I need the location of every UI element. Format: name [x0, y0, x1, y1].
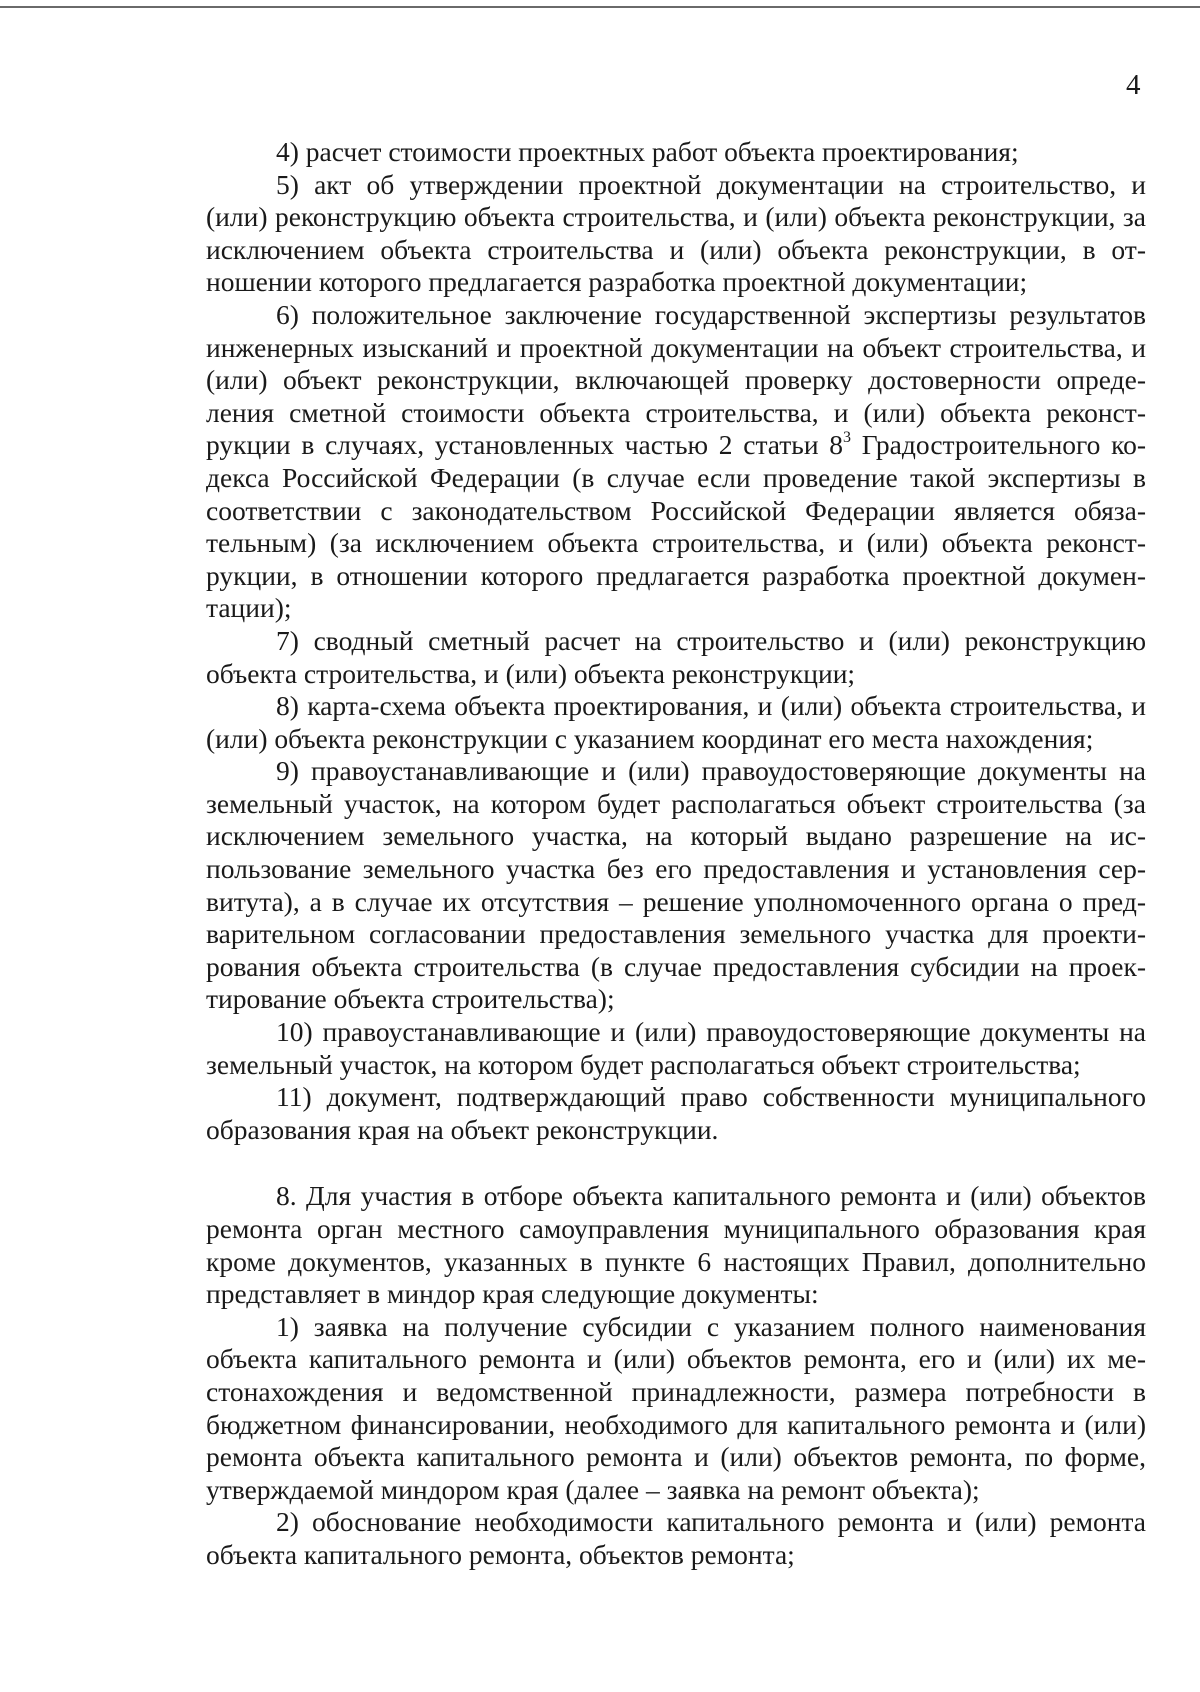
list-item-7: 7) сводный сметный расчет на строительство и (или) реконструкцию объекта строительства, и (или) объекта реконструкции;	[206, 624, 1146, 689]
list-item-6	[206, 299, 1146, 625]
section-8-intro: 8. Для участия в отборе объекта капитального ремонта и (или) объектов ремонта орган местного самоуправления муниципального образования края кроме документов, указанных в пункте 6 настоящих Правил, дополнительно представляет в миндор края следующие документы:	[206, 1180, 1146, 1310]
document-body	[206, 136, 1146, 1572]
article-superscript: 3	[843, 429, 852, 447]
list-item-5: 5) акт об утверждении проектной документации на строительство, и (или) реконструкцию объекта строительства, и (или) объекта реконструкции, за исключением объекта строительства и (или) объекта реконструкции, в отношении которого предлагается разработка проектной документации;	[206, 168, 1146, 298]
page-number: 4	[1126, 69, 1141, 101]
list-item-10: 10) правоустанавливающие и (или) правоудостоверяющие документы на земельный участок, на котором будет располагаться объект строительства;	[206, 1016, 1146, 1080]
list-item-6-text-end: Градостроительного кодекса Российской Федерации (в случае если проведение такой экспертизы в соответствии с законодательством Российской Федерации является обязательным) (за исключением объекта строительства, и (или) объекта реконструкции, в отношении которого предлагается разработка проектной документации);	[206, 429, 1146, 624]
section-8-item-2: 2) обоснование необходимости капитального ремонта и (или) ремонта объекта капитального ремонта, объектов ремонта;	[206, 1506, 1146, 1570]
list-item-9: 9) правоустанавливающие и (или) правоудостоверяющие документы на земельный участок, на котором будет располагаться объект строительства (за исключением земельного участка, на который выдано разрешение на использование земельного участка без его предоставления и установления сервитута), а в случае их отсутствия – решение уполномоченного органа о предварительном согласовании предоставления земельного участка для проектирования объекта строительства (в случае предоставления субсидии на проектирование объекта строительства);	[206, 755, 1146, 1015]
scan-top-edge-line	[0, 6, 1200, 8]
list-item-4: 4) расчет стоимости проектных работ объекта проектирования;	[276, 136, 1019, 167]
list-item-6-text-start: 6) положительное заключение государственной экспертизы результатов инженерных изысканий и проектной документации на объект строительства, и (или) объект реконструкции, включающей проверку достоверности определения сметной стоимости объекта строительства, и (или) объекта реконструкции в случаях, установленных частью 2 статьи 8	[206, 298, 1146, 461]
list-item-11: 11) документ, подтверждающий право собственности муниципального образования края на объект реконструкции.	[206, 1081, 1146, 1145]
list-item-8: 8) карта-схема объекта проектирования, и (или) объекта строительства, и (или) объекта реконструкции с указанием координат его места нахождения;	[206, 690, 1146, 754]
section-8-item-1: 1) заявка на получение субсидии с указанием полного наименования объекта капитального ремонта и (или) объектов ремонта, его и (или) их местонахождения и ведомственной принадлежности, размера потребности в бюджетном финансировании, необходимого для капитального ремонта и (или) ремонта объекта капитального ремонта и (или) объектов ремонта, по форме, утверждаемой миндором края (далее – заявка на ремонт объекта);	[206, 1310, 1146, 1505]
